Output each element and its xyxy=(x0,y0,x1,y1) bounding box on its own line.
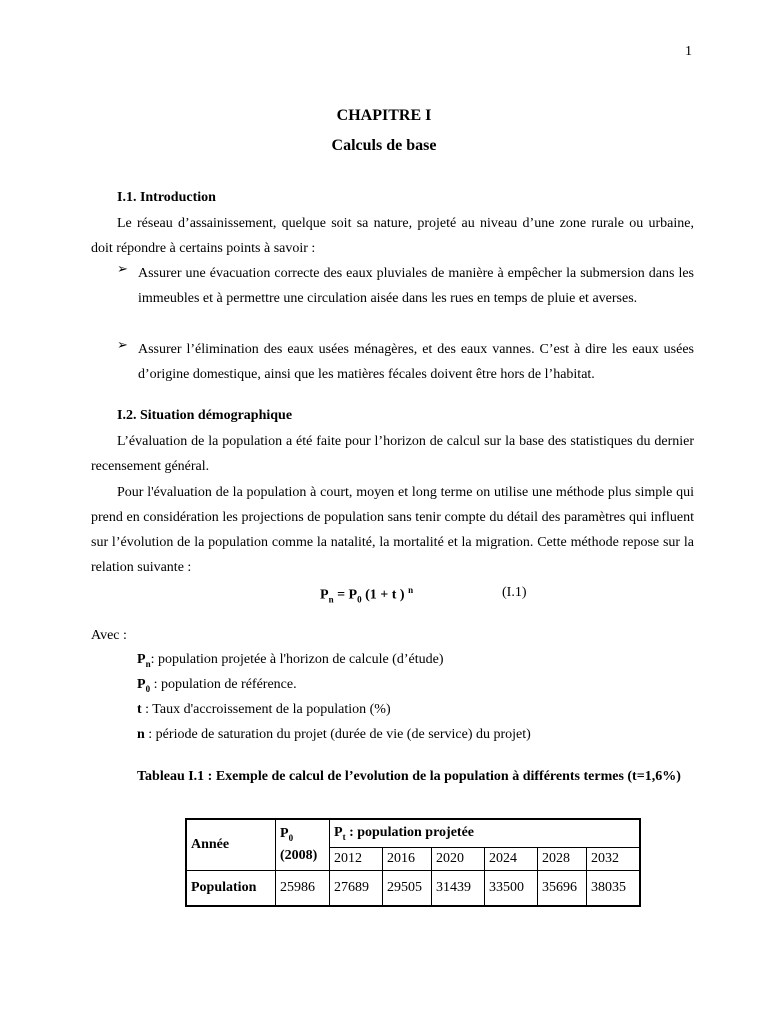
population-table xyxy=(185,818,641,907)
table-value-cell: 35696 xyxy=(538,871,587,907)
arrow-bullet-icon: ➢ xyxy=(117,337,128,352)
table-value-cell: 33500 xyxy=(485,871,538,907)
bullet-text: Assurer une évacuation correcte des eaux pluviales de manière à empêcher la submersion dans les immeubles et à permettre une circulation aisée dans les rues en temps de pluie et averses. xyxy=(138,266,694,306)
table-header-p0: $P_0$ (2008) xyxy=(276,819,330,871)
section-heading-introduction: I.1. Introduction xyxy=(117,190,216,205)
table-row-label: Population xyxy=(186,871,276,907)
table-value-cell: 31439 xyxy=(432,871,485,907)
bullet-text: Assurer l’élimination des eaux usées ménagères, et des eaux vannes. C’est à dire les eaux usées d’origine domestique, ainsi que les matières fécales doivent être hors de l’habitat. xyxy=(138,342,694,382)
table-value-cell: 38035 xyxy=(587,871,641,907)
table-header-projected: $P_t$ : population projetée xyxy=(330,819,641,847)
table-year-cell: 2032 xyxy=(587,847,641,870)
introduction-paragraph: Le réseau d’assainissement, quelque soit sa nature, projeté au niveau d’une zone rurale ou urbaine, doit répondre à certains points à savoir : xyxy=(91,216,694,256)
table-value-cell: 25986 xyxy=(276,871,330,907)
definition-item: n : période de saturation du projet (durée de vie (de service) du projet) xyxy=(137,727,531,742)
table-value-cell: 29505 xyxy=(383,871,432,907)
arrow-bullet-icon: ➢ xyxy=(117,261,128,276)
table-header-year: Année xyxy=(186,819,276,871)
demographics-paragraph-2: Pour l'évaluation de la population à court, moyen et long terme on utilise une méthode plus simple qui prend en considération les projections de population sans tenir compte du détail des paramètres qui influent sur l’évolution de la population comme la natalité, la mortalité et la migration. Cette méthode repose sur la relation suivante : xyxy=(91,485,694,575)
chapter-subtitle: Calculs de base xyxy=(331,137,437,154)
page-number: 1 xyxy=(685,44,692,59)
definition-item: $P_n$: population projetée à l'horizon de calcule (d’étude) xyxy=(137,652,444,669)
table-year-cell: 2028 xyxy=(538,847,587,870)
demographics-paragraph-1: L’évaluation de la population a été faite pour l’horizon de calcul sur la base des statistiques du dernier recensement général. xyxy=(91,434,694,474)
chapter-title: CHAPITRE I xyxy=(336,107,432,124)
table-year-cell: 2020 xyxy=(432,847,485,870)
table-year-cell: 2016 xyxy=(383,847,432,870)
equation-number: (I.1) xyxy=(502,585,527,600)
table-caption: Tableau I.1 : Exemple de calcul de l’evolution de la population à différents termes (t=1,6%) xyxy=(137,769,681,784)
definition-item: t : Taux d'accroissement de la population (%) xyxy=(137,702,391,717)
avec-label: Avec : xyxy=(91,628,127,643)
table-year-cell: 2024 xyxy=(485,847,538,870)
definition-item: $P_0$ : population de référence. xyxy=(137,677,297,694)
table-value-cell: 27689 xyxy=(330,871,383,907)
table-year-cell: 2012 xyxy=(330,847,383,870)
population-formula: $P_n = P_0$ (1 + t ) $^n$ xyxy=(320,585,414,605)
section-heading-demographics: I.2. Situation démographique xyxy=(117,408,293,423)
